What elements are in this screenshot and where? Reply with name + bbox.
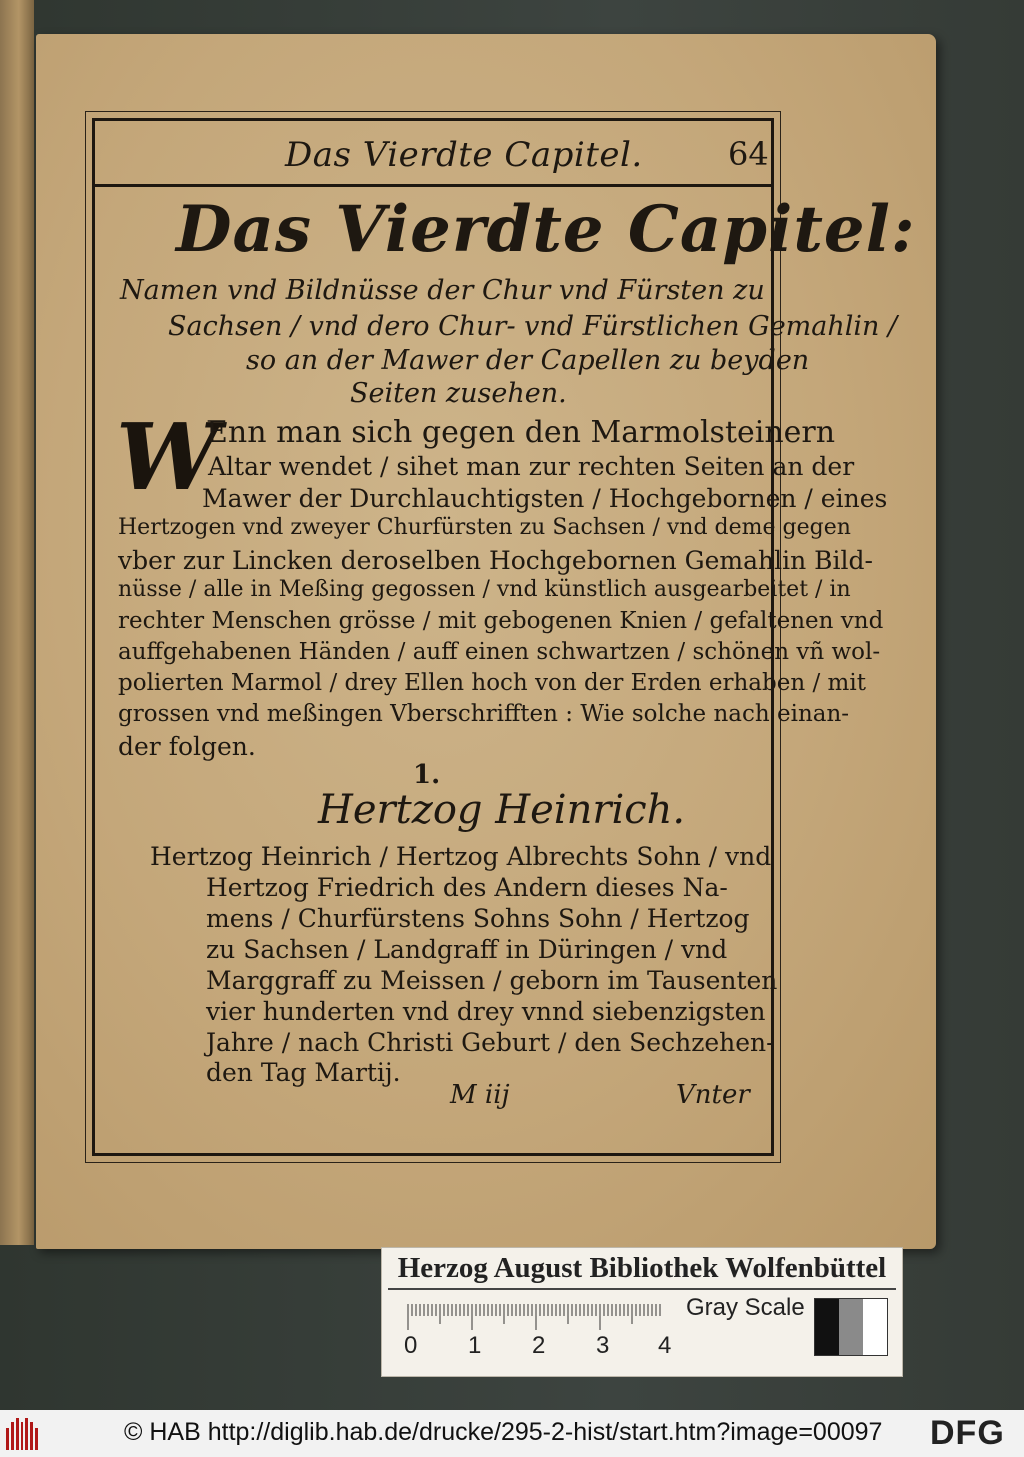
- color-calibration-card: [381, 1247, 903, 1377]
- section-line: zu Sachsen / Landgraff in Düringen / vnd: [206, 935, 728, 964]
- ruler-label: 3: [596, 1332, 610, 1359]
- drop-cap: W: [116, 403, 220, 511]
- body-line: polierten Marmol / drey Ellen hoch von der Erden erhaben / mit: [118, 670, 866, 696]
- section-line: den Tag Martij.: [206, 1058, 401, 1087]
- card-title: Herzog August Bibliothek Wolfenbüttel: [397, 1252, 887, 1284]
- gray-scale-swatches: [814, 1298, 888, 1356]
- section-title: Hertzog Heinrich.: [318, 787, 686, 833]
- hab-logo-icon: [6, 1418, 38, 1450]
- body-line: rechter Menschen grösse / mit gebogenen Knien / gefaltenen vnd: [118, 608, 884, 634]
- ruler-label: 2: [532, 1332, 546, 1359]
- subtitle-line: Sachsen / vnd dero Chur- vnd Fürstlichen Gemahlin /: [168, 311, 898, 342]
- card-rule: [388, 1288, 896, 1290]
- subtitle-line: Namen vnd Bildnüsse der Chur vnd Fürsten zu: [120, 275, 765, 306]
- ruler-label: 0: [404, 1332, 418, 1359]
- section-line: vier hunderten vnd drey vnnd siebenzigsten: [206, 997, 766, 1026]
- section-line: Marggraff zu Meissen / geborn im Tausenten: [206, 966, 778, 995]
- page-number: 64: [728, 135, 769, 173]
- chapter-title: Das Vierdte Capitel:: [176, 192, 916, 267]
- signature-mark: M iij: [450, 1080, 510, 1110]
- body-line: nüsse / alle in Meßing gegossen / vnd künstlich ausgearbeitet / in: [118, 577, 851, 602]
- section-number: 1.: [413, 760, 441, 790]
- swatch-black: [815, 1299, 839, 1355]
- body-line: Enn man sich gegen den Marmolsteinern: [206, 415, 836, 450]
- body-line: grossen vnd meßingen Vberschrifften : Wie solche nach einan-: [118, 701, 850, 727]
- running-head: Das Vierdte Capitel.: [285, 135, 643, 175]
- body-line: Altar wendet / sihet man zur rechten Seiten an der: [208, 452, 855, 481]
- subtitle-line: Seiten zusehen.: [350, 378, 567, 409]
- body-line: Hertzogen vnd zweyer Churfürsten zu Sachsen / vnd deme gegen: [118, 515, 851, 540]
- body-line: Mawer der Durchlauchtigsten / Hochgebornen / eines: [202, 484, 888, 513]
- swatch-gray: [839, 1299, 863, 1355]
- header-rule: [92, 184, 774, 187]
- copyright-url[interactable]: © HAB http://diglib.hab.de/drucke/295-2-hist/start.htm?image=00097: [124, 1418, 883, 1446]
- swatch-white: [863, 1299, 887, 1355]
- section-line: Hertzog Heinrich / Hertzog Albrechts Sohn / vnd: [150, 842, 772, 871]
- subtitle-line: so an der Mawer der Capellen zu beyden: [246, 345, 810, 376]
- footer-bar: [0, 1410, 1024, 1457]
- ruler-label: 4: [658, 1332, 672, 1359]
- section-line: Jahre / nach Christi Geburt / den Sechzehen-: [206, 1028, 775, 1057]
- ruler-ticks: [406, 1300, 662, 1332]
- section-line: Hertzog Friedrich des Andern dieses Na-: [206, 873, 728, 902]
- body-line: auffgehabenen Händen / auff einen schwartzen / schönen vñ wol-: [118, 639, 881, 665]
- gray-scale-label: Gray Scale: [686, 1294, 805, 1321]
- catchword: Vnter: [676, 1080, 750, 1110]
- left-page-edge: [0, 0, 34, 1245]
- section-line: mens / Churfürstens Sohns Sohn / Hertzog: [206, 904, 750, 933]
- ruler-label: 1: [468, 1332, 482, 1359]
- body-line: vber zur Lincken deroselben Hochgebornen Gemahlin Bild-: [118, 546, 873, 575]
- dfg-logo: DFG: [930, 1414, 1005, 1452]
- body-line: der folgen.: [118, 732, 256, 761]
